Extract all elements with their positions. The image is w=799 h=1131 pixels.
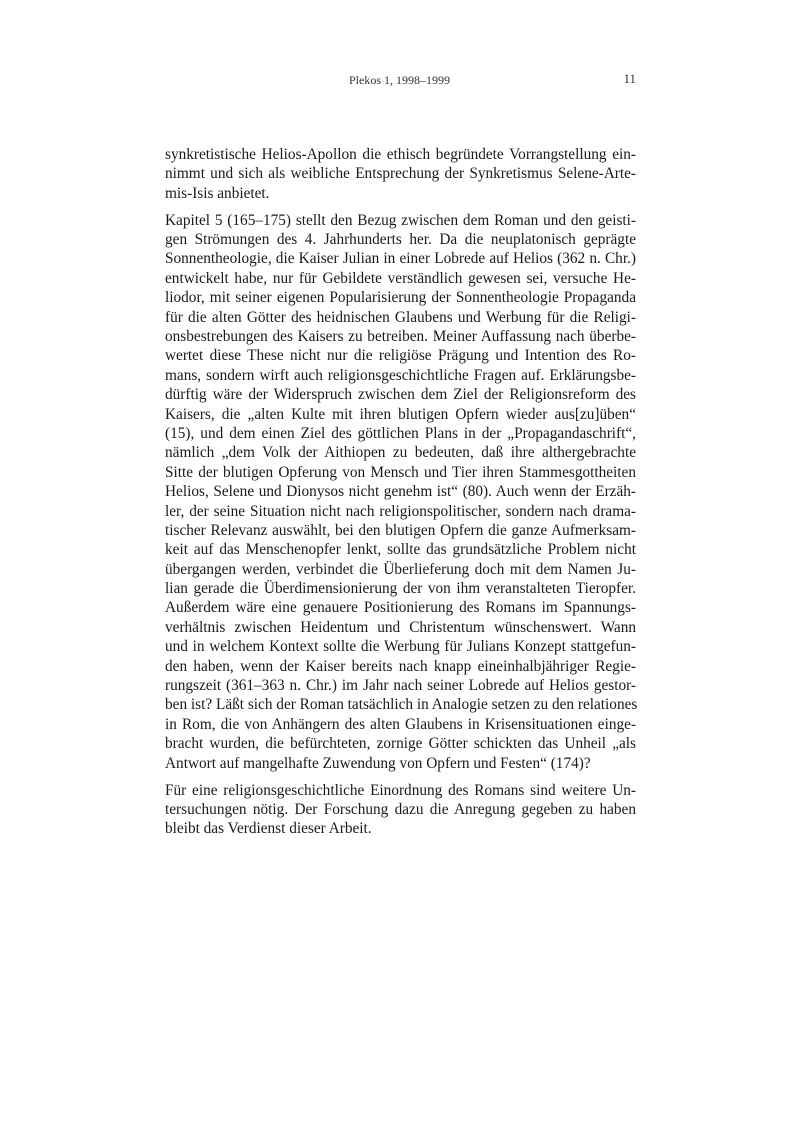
text-line: tischer Relevanz auswählt, bei den blutigen Opfern die ganze Aufmerksam-	[165, 521, 636, 539]
text-line: übergangen werden, verbindet die Überlieferung doch mit dem Namen Ju-	[165, 560, 636, 578]
text-line: wertet diese These nicht nur die religiöse Prägung und Intention des Ro-	[165, 347, 636, 365]
paragraph	[165, 145, 636, 203]
text-line: synkretistische Helios-Apollon die ethisch begründete Vorrangstellung ein-	[165, 146, 636, 163]
text-line: nämlich „dem Volk der Aithiopen zu bedeuten, daß ihre althergebrachte	[165, 444, 636, 462]
text-line: Sonnentheologie, die Kaiser Julian in einer Lobrede auf Helios (362 n. Chr.)	[165, 250, 636, 268]
text-line: tersuchungen nötig. Der Forschung dazu die Anregung gegeben zu haben	[165, 800, 636, 818]
text-line: gen Strömungen des 4. Jahrhunderts her. Da die neuplatonisch geprägte	[165, 231, 636, 249]
text-line: für die alten Götter des heidnischen Glaubens und Werbung für die Religi-	[165, 308, 636, 326]
running-head: Plekos 1, 1998–1999	[348, 73, 450, 87]
text-line: Kapitel 5 (165–175) stellt den Bezug zwischen dem Roman und den geisti-	[165, 211, 636, 229]
paragraph	[165, 211, 636, 773]
text-line: lian gerade die Überdimensionierung der von ihm veranstalteten Tieropfer.	[165, 580, 636, 598]
text-line: den haben, wenn der Kaiser bereits nach knapp eineinhalbjähriger Regie-	[165, 657, 636, 675]
text-line: Antwort auf mangelhafte Zuwendung von Opfern und Festen“ (174)?	[165, 754, 591, 772]
text-line: dürftig wäre der Widerspruch zwischen dem Ziel der Religionsreform des	[165, 386, 636, 404]
text-line: keit auf das Menschenopfer lenkt, sollte das grundsätzliche Problem nicht	[165, 541, 636, 559]
text-line: onsbestrebungen des Kaisers zu betreiben. Meiner Auffassung nach überbe-	[165, 328, 636, 346]
text-line: Sitte der blutigen Opferung von Mensch und Tier ihren Stammesgottheiten	[165, 463, 636, 481]
text-line: bleibt das Verdienst dieser Arbeit.	[165, 820, 372, 838]
text-line: nimmt und sich als weibliche Entsprechung der Synkretismus Selene-Arte-	[165, 165, 636, 183]
text-line: (15), und dem einen Ziel des göttlichen Plans in der „Propagandaschrift“,	[165, 424, 636, 442]
page-number: 11	[623, 71, 636, 86]
text-line: Für eine religionsgeschichtliche Einordnung des Romans sind weitere Un-	[165, 781, 636, 799]
text-line: liodor, mit seiner eigenen Popularisierung der Sonnentheologie Propaganda	[165, 289, 636, 307]
text-line: in Rom, die von Anhängern des alten Glaubens in Krisensituationen einge-	[165, 715, 636, 733]
text-line: mis-Isis anbietet.	[165, 184, 270, 202]
paragraph	[165, 781, 636, 839]
text-line: Außerdem wäre eine genauere Positionierung des Romans im Spannungs-	[165, 599, 636, 617]
text-line: Kaisers, die „alten Kulte mit ihren blutigen Opfern wieder aus[zu]üben“	[165, 405, 636, 423]
text-line: Helios, Selene und Dionysos nicht genehm ist“ (80). Auch wenn der Erzäh-	[165, 483, 636, 501]
text-line: rungszeit (361–363 n. Chr.) im Jahr nach seiner Lobrede auf Helios gestor-	[165, 677, 636, 695]
text-line: und in welchem Kontext sollte die Werbung für Julians Konzept stattgefun-	[165, 638, 636, 656]
body-text	[165, 145, 636, 846]
text-line: ben ist? Läßt sich der Roman tatsächlich in Analogie setzen zu den relationes	[165, 696, 638, 714]
text-line: verhältnis zwischen Heidentum und Christentum wünschenswert. Wann	[165, 618, 636, 636]
text-line: ler, der seine Situation nicht nach religionspolitischer, sondern nach drama-	[165, 502, 636, 520]
text-line: entwickelt habe, nur für Gebildete verständlich gewesen sei, versuche He-	[165, 269, 636, 287]
text-line: mans, sondern wirft auch religionsgeschichtliche Fragen auf. Erklärungsbe-	[165, 366, 636, 384]
text-line: bracht wurden, die befürchteten, zornige Götter schickten das Unheil „als	[165, 735, 636, 753]
